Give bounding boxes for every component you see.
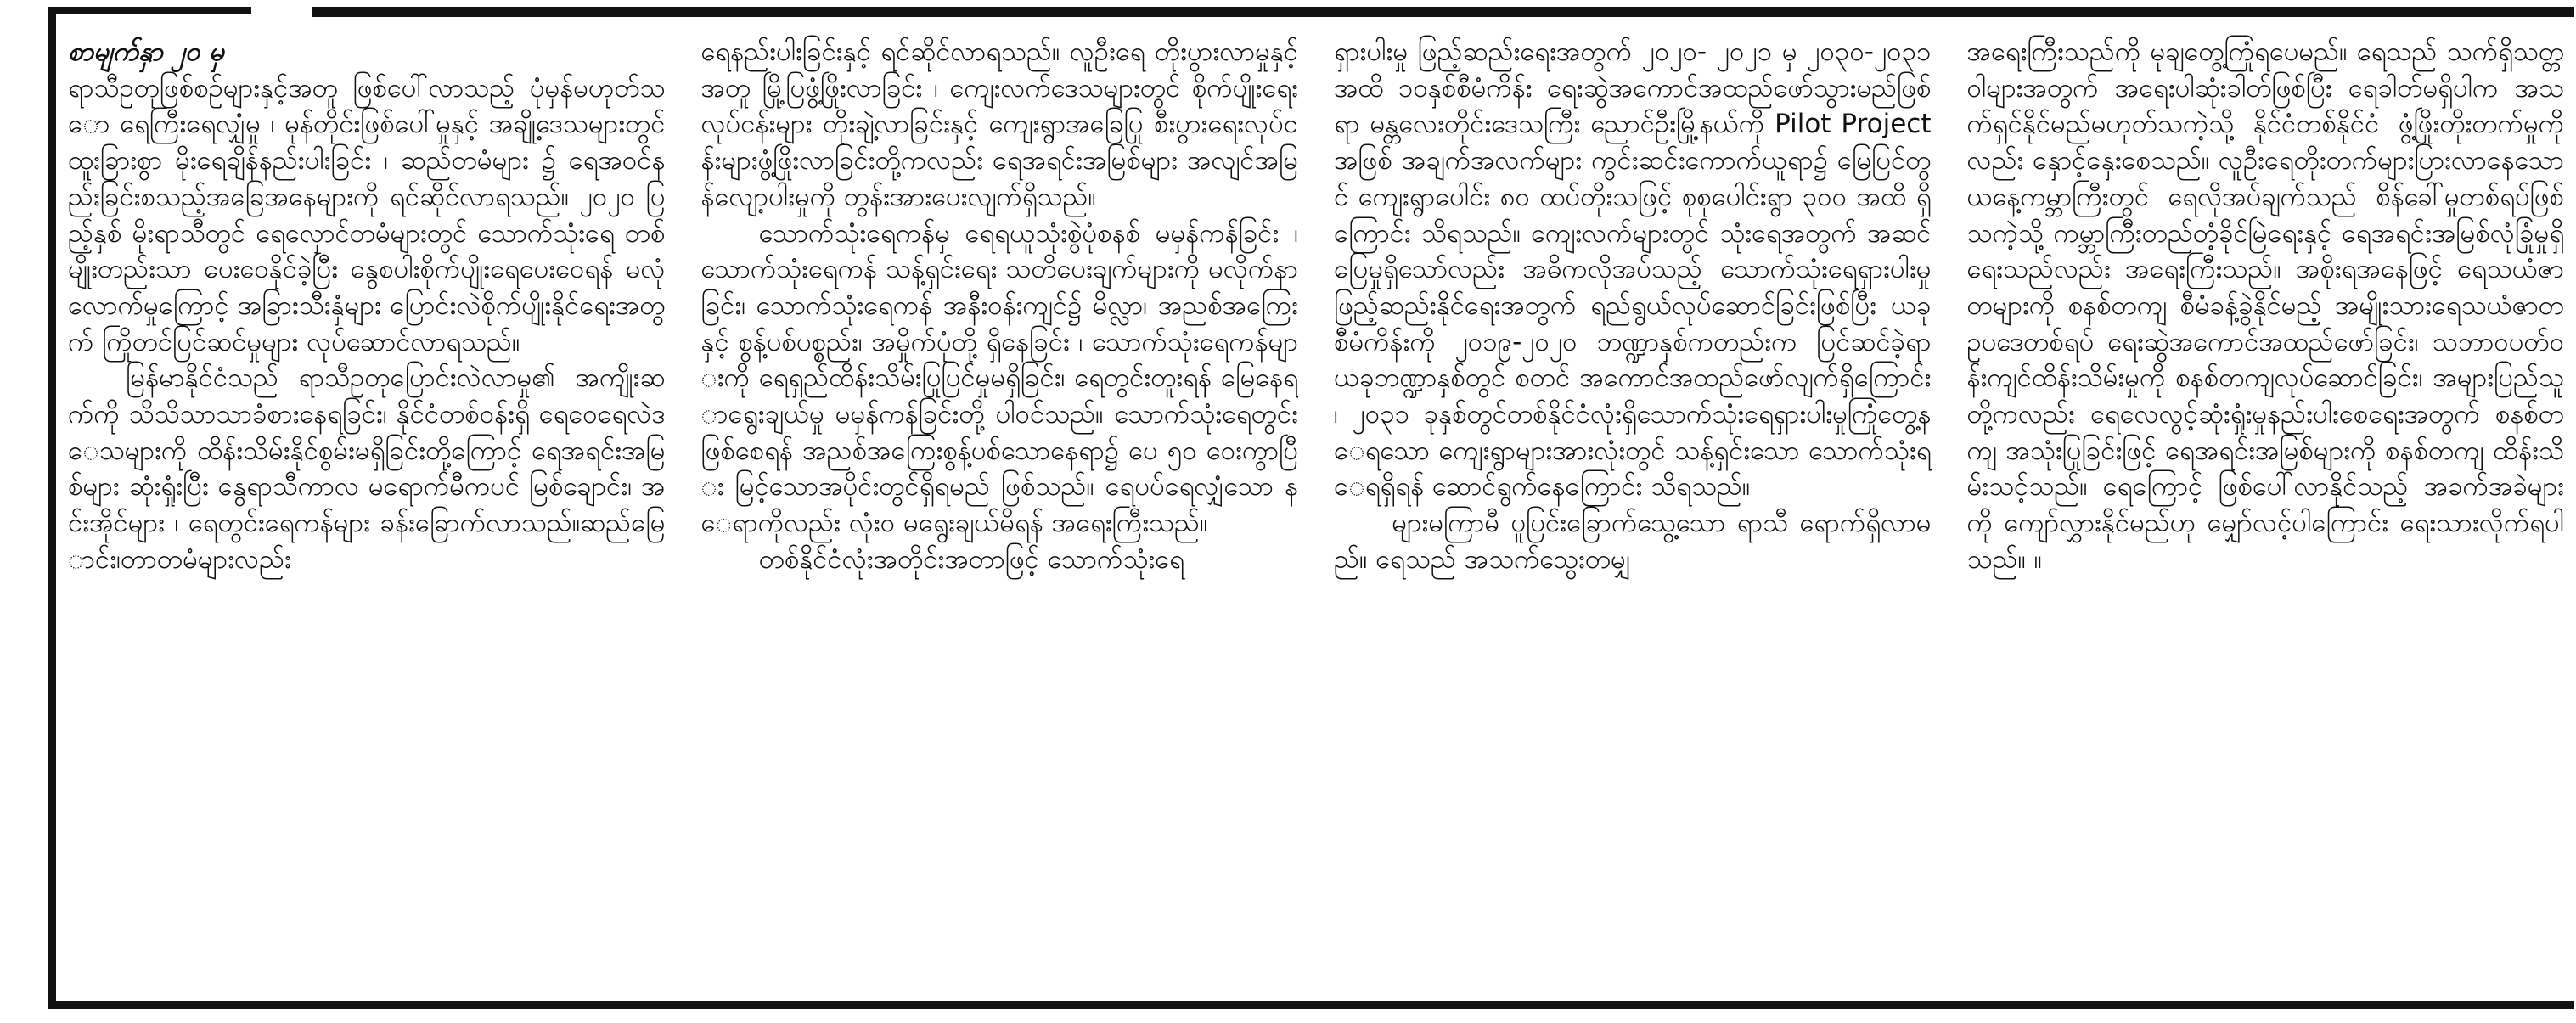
- paragraph: တစ်နိုင်ငံလုံးအတိုင်းအတာဖြင့် သောက်သုံးရေ: [758, 543, 1184, 575]
- paragraph: သောက်သုံးရေကန်မှ ရေရယူသုံးစွဲပုံစနစ် မမှန်ကန်ခြင်း ၊ သောက်သုံးရေကန် သန့်ရှင်းရေး သတိပေးချက်များကို မလိုက်နာခြင်း၊ သောက်သုံးရေကန် အနီးဝန်းကျင်၌ မိလ္လာ၊ အညစ်အကြေး နှင့် စွန့်ပစ်ပစ္စည်း၊ အမှိုက်ပုံတို့ ရှိနေခြင်း ၊ သောက်သုံးရေကန်များကို ရေရှည်ထိန်းသိမ်းပြုပြင်မှုမရှိခြင်း၊ ရေတွင်းတူးရန် မြေနေရာရွေးချယ်မှု မမှန်ကန်ခြင်းတို့ ပါဝင်သည်။ သောက်သုံးရေတွင်းဖြစ်စေရန် အညစ်အကြေးစွန့်ပစ်သောနေရာ၌ ပေ ၅၀ ဝေးကွာပြီး မြင့်သောအပိုင်းတွင်ရှိရမည် ဖြစ်သည်။ ရေပပ်ရေလျှံသော နေရာကိုလည်း လုံးဝ မရွေးချယ်မိရန် အရေးကြီးသည်။: [700, 217, 1298, 539]
- paragraph: ရှားပါးမှု ဖြည့်ဆည်းရေးအတွက် ၂၀၂၀- ၂၀၂၁ မှ ၂၀၃၀-၂၀၃၁ အထိ ၁၀နှစ်စီမံကိန်း ရေးဆွဲအကောင်အထည်ဖော်သွားမည်ဖြစ်ရာ မန္တလေးတိုင်းဒေသကြီး ညောင်ဦးမြို့နယ်ကို Pilot Project အဖြစ် အချက်အလက်များ ကွင်းဆင်းကောက်ယူရာ၌ မြေပြင်တွင် ကျေးရွာပေါင်း ၈၀ ထပ်တိုးသဖြင့် စုစုပေါင်းရွာ ၃၀၀ အထိ ရှိကြောင်း သိရသည်။ ကျေးလက်များတွင် သုံးရေအတွက် အဆင်ပြေမှုရှိသော်လည်း အဓိကလိုအပ်သည့် သောက်သုံးရေရှားပါးမှု ဖြည့်ဆည်းနိုင်ရေးအတွက် ရည်ရွယ်လုပ်ဆောင်ခြင်းဖြစ်ပြီး ယခု စီမံကိန်းကို ၂၀၁၉-၂၀၂၀ ဘဏ္ဍာနှစ်ကတည်းက ပြင်ဆင်ခဲ့ရာ ယခုဘဏ္ဍာနှစ်တွင် စတင် အကောင်အထည်ဖော်လျက်ရှိကြောင်း၊ ၂၀၃၁ ခုနှစ်တွင်တစ်နိုင်ငံလုံးရှိသောက်သုံးရေရှားပါးမှုကြုံတွေ့နေရသော ကျေးရွာများအားလုံးတွင် သန့်ရှင်းသော သောက်သုံးရေရရှိရန် ဆောင်ရွက်နေကြောင်း သိရသည်။: [1334, 37, 1932, 503]
- paragraph: အရေးကြီးသည်ကို မုချတွေ့ကြုံရပေမည်။ ရေသည် သက်ရှိသတ္တဝါများအတွက် အရေးပါဆုံးခါတ်ဖြစ်ပြီး ရေခါတ်မရှိပါက အသက်ရှင်နိုင်မည်မဟုတ်သကဲ့သို့ နိုင်ငံတစ်နိုင်ငံ ဖွံ့ဖြိုးတိုးတက်မှုကိုလည်း နှောင့်နှေးစေသည်။ လူဦးရေတိုးတက်များပြားလာနေသော ယနေ့ကမ္ဘာကြီးတွင် ရေလိုအပ်ချက်သည် စိန်ခေါ်မှုတစ်ရပ်ဖြစ်သကဲ့သို့ ကမ္ဘာကြီးတည်တံ့ခိုင်မြဲရေးနှင့် ရေအရင်းအမြစ်လုံခြုံမှုရှိရေးသည်လည်း အရေးကြီးသည်။ အစိုးရအနေဖြင့် ရေသယံဇာတများကို စနစ်တကျ စီမံခန့်ခွဲနိုင်မည့် အမျိုးသားရေသယံဇာတ ဥပဒေတစ်ရပ် ရေးဆွဲအကောင်အထည်ဖော်ခြင်း၊ သဘာဝပတ်ဝန်းကျင်ထိန်းသိမ်းမှုကို စနစ်တကျလုပ်ဆောင်ခြင်း၊ အများပြည်သူတို့ကလည်း ရေလေလွင့်ဆုံးရှုံးမှုနည်းပါးစေရေးအတွက် စနစ်တကျ အသုံးပြုခြင်းဖြင့် ရေအရင်းအမြစ်များကို စနစ်တကျ ထိန်းသိမ်းသင့်သည်။ ရေကြောင့် ဖြစ်ပေါ်လာနိုင်သည့် အခက်အခဲများကို ကျော်လွှားနိုင်မည်ဟု မျှော်လင့်ပါကြောင်း ရေးသားလိုက်ရပါသည်။ ။: [1966, 37, 2564, 575]
- column-4: [1967, 34, 2565, 994]
- article-columns: [68, 34, 2564, 994]
- column-3: [1334, 34, 1932, 994]
- paragraph: ရေနည်းပါးခြင်းနှင့် ရင်ဆိုင်လာရသည်။ လူဦးရေ တိုးပွားလာမှုနှင့်အတူ မြို့ပြဖွံ့ဖြိုးလာခြင်း ၊ ကျေးလက်ဒေသများတွင် စိုက်ပျိုးရေးလုပ်ငန်းများ တိုးချဲ့လာခြင်းနှင့် ကျေးရွာအခြေပြု စီးပွားရေးလုပ်ငန်းများဖွံ့ဖြိုးလာခြင်းတို့ကလည်း ရေအရင်းအမြစ်များ အလျင်အမြန်လျော့ပါးမှုကို တွန်းအားပေးလျက်ရှိသည်။: [700, 37, 1298, 212]
- paragraph: မြန်မာနိုင်ငံသည် ရာသီဥတုပြောင်းလဲလာမှု၏ အကျိုးဆက်ကို သိသိသာသာခံစားနေရခြင်း၊ နိုင်ငံတစ်ဝန်းရှိ ရေဝေရေလဲဒေသများကို ထိန်းသိမ်းနိုင်စွမ်းမရှိခြင်းတို့ကြောင့် ရေအရင်းအမြစ်များ ဆုံးရှုံးပြီး နွေရာသီကာလ မရောက်မီကပင် မြစ်ချောင်း၊ အင်းအိုင်များ ၊ ရေတွင်းရေကန်များ ခန်းခြောက်လာသည်။ဆည်မြောင်း၊တာတမံများလည်း: [68, 363, 666, 575]
- column-2: [701, 34, 1299, 994]
- column-1: [68, 34, 666, 994]
- continued-from-heading: စာမျက်နှာ ၂၀ မှ: [68, 37, 224, 67]
- paragraph: များမကြာမီ ပူပြင်းခြောက်သွေ့သော ရာသီ ရောက်ရှိလာမည်။ ရေသည် အသက်သွေးတမျှ: [1334, 508, 1932, 575]
- paragraph: ရာသီဥတုဖြစ်စဉ်များနှင့်အတူ ဖြစ်ပေါ်လာသည့် ပုံမှန်မဟုတ်သော ရေကြီးရေလျှံမှု ၊ မုန်တိုင်းဖြစ်ပေါ်မှုနှင့် အချို့ဒေသများတွင် ထူးခြားစွာ မိုးရေချိန်နည်းပါးခြင်း ၊ ဆည်တမံများ ၌ ရေအဝင်နည်းခြင်းစသည့်အခြေအနေများကို ရင်ဆိုင်လာရသည်။ ၂၀၂၀ ပြည့်နှစ် မိုးရာသီတွင် ရေလှောင်တမံများတွင် သောက်သုံးရေ တစ်မျိုးတည်းသာ ပေးဝေနိုင်ခဲ့ပြီး နွေစပါးစိုက်ပျိုးရေပေးဝေရန် မလုံလောက်မှုကြောင့် အခြားသီးနှံများ ပြောင်းလဲစိုက်ပျိုးနိုင်ရေးအတွက် ကြိုတင်ပြင်ဆင်မှုများ လုပ်ဆောင်လာရသည်။: [68, 72, 666, 357]
